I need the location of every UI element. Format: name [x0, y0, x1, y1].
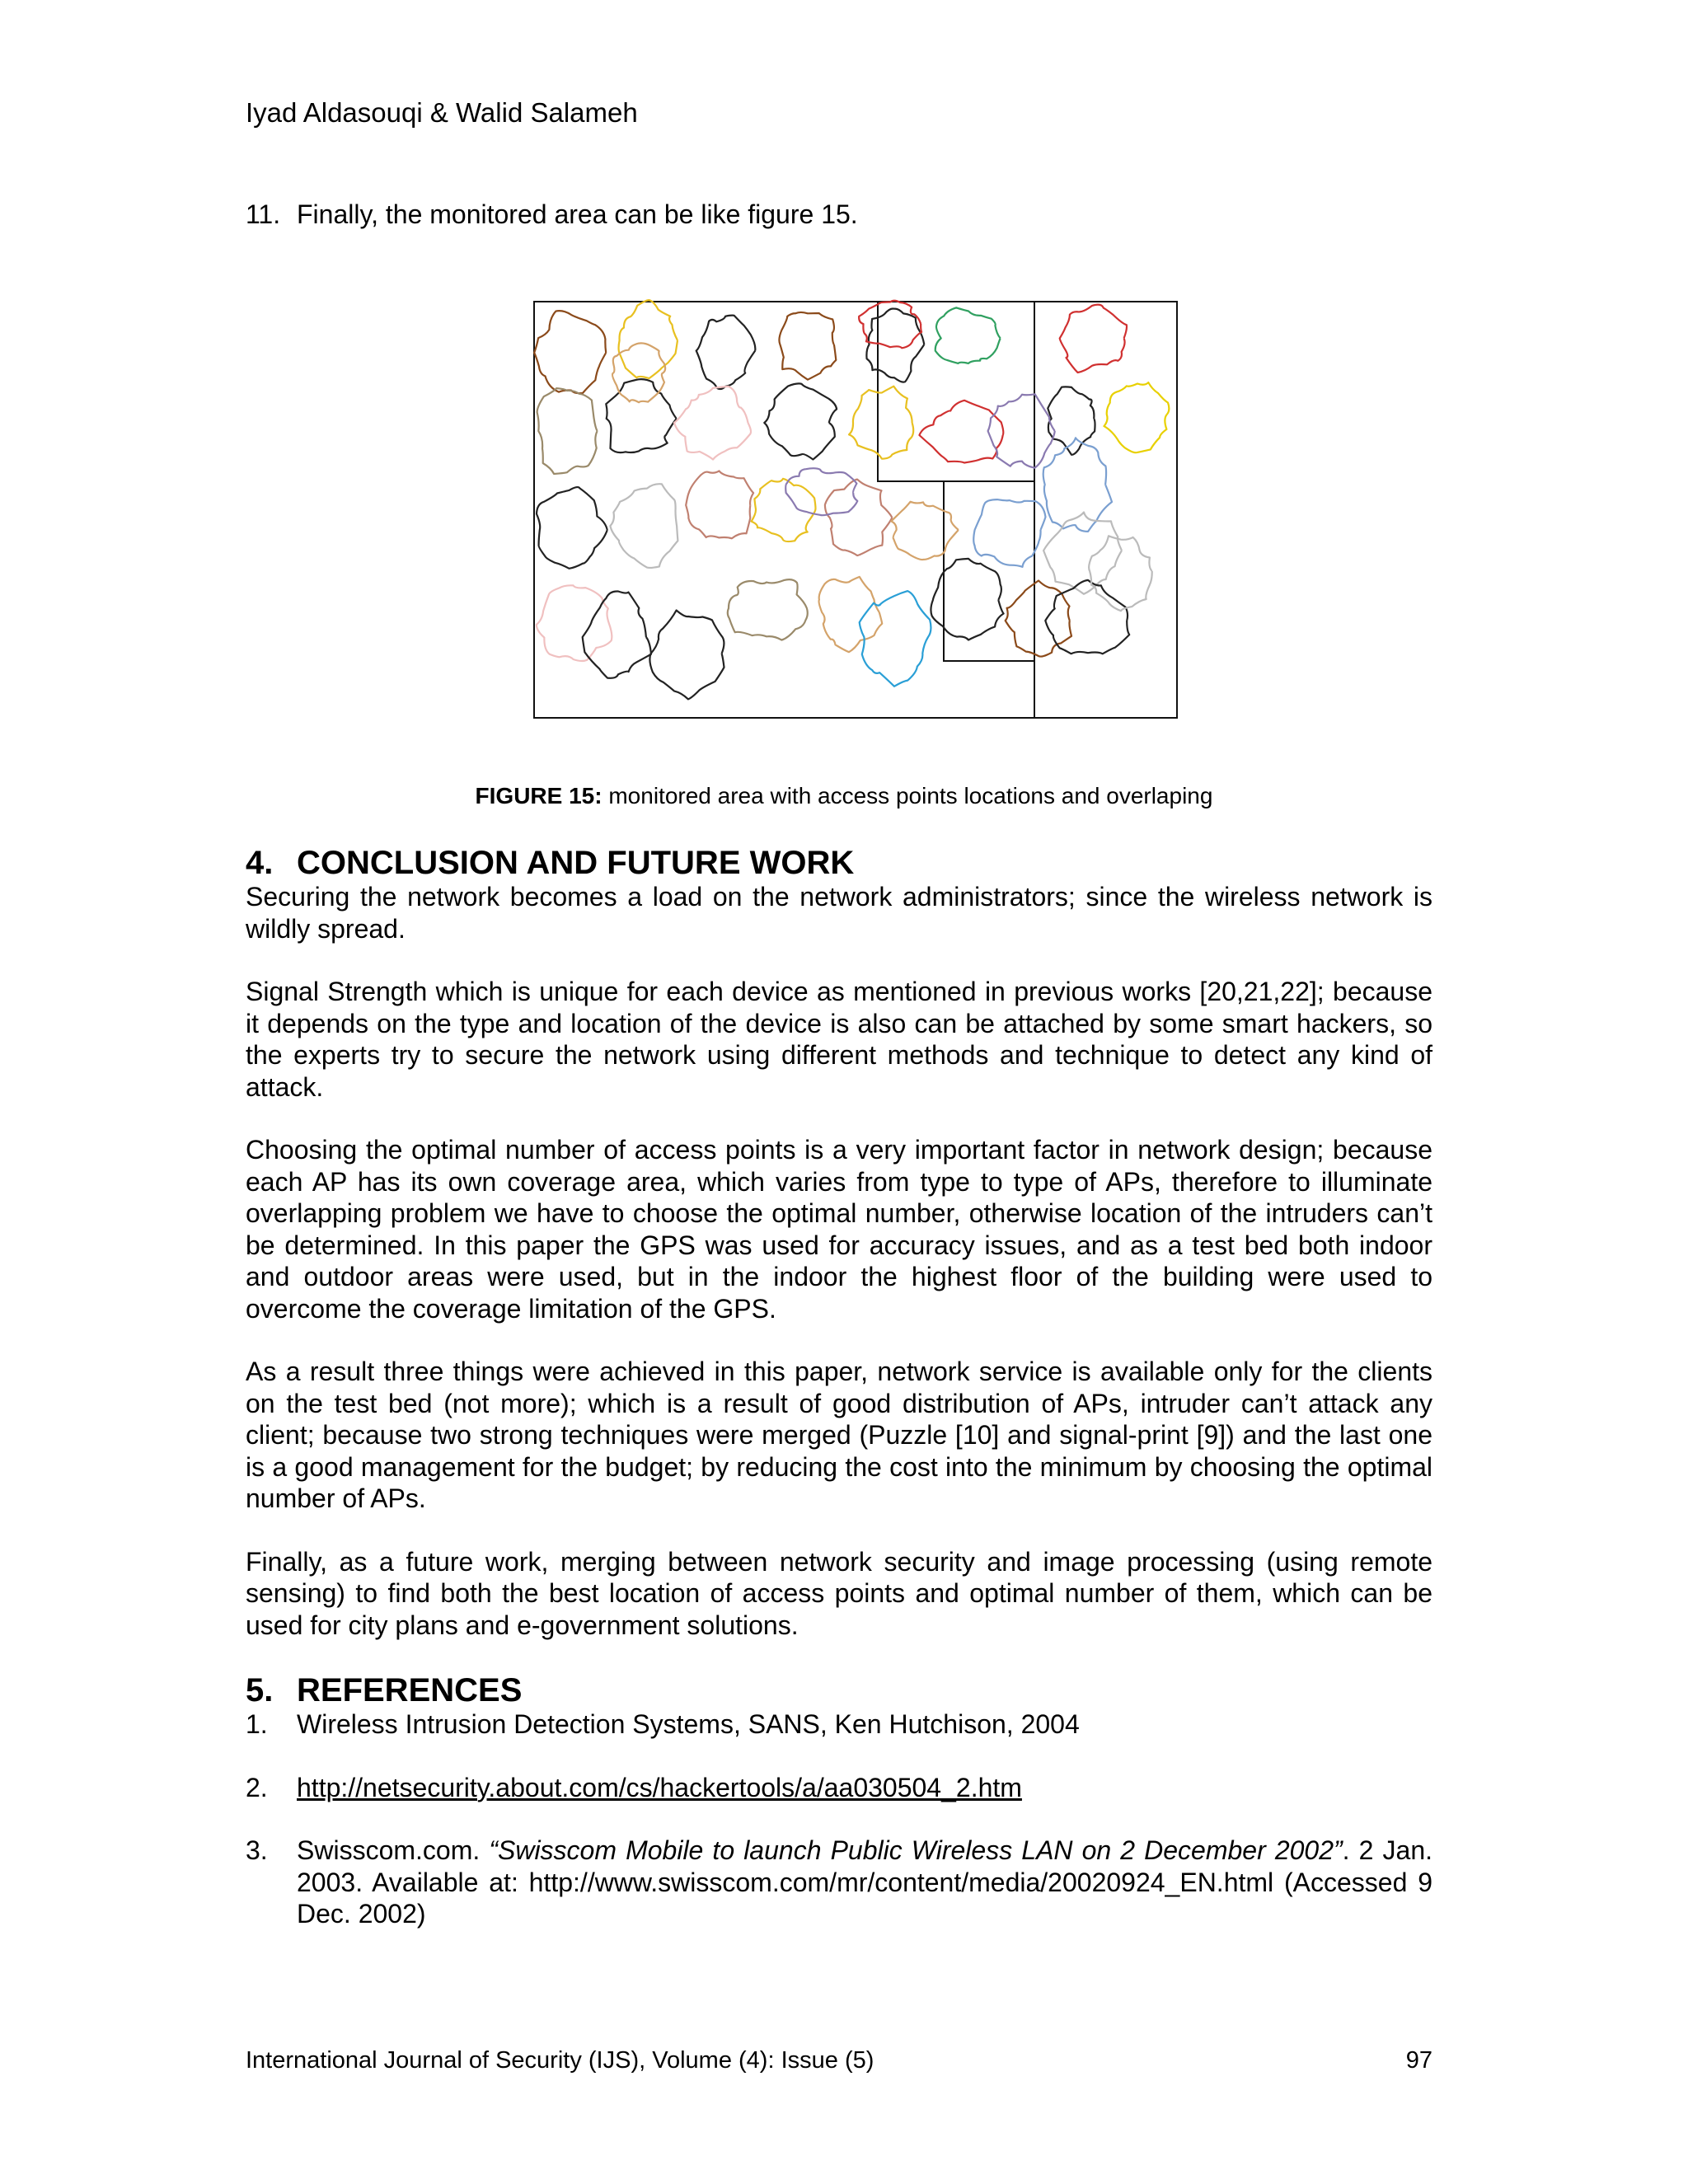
- step-text: Finally, the monitored area can be like figure 15.: [297, 199, 858, 229]
- reference-text: Wireless Intrusion Detection Systems, SANS, Ken Hutchison, 2004: [297, 1709, 1080, 1739]
- journal-name: International Journal of Security (IJS), Volume (4): Issue (5): [246, 2047, 874, 2074]
- coverage-loop: [686, 471, 753, 538]
- reference-item: [246, 1708, 1432, 1741]
- reference-item: [246, 1835, 1432, 1930]
- coverage-loop: [537, 388, 598, 474]
- coverage-loop: [674, 387, 751, 460]
- step-item: [246, 199, 858, 230]
- coverage-loop: [610, 484, 678, 568]
- reference-author: Swisscom.com.: [297, 1835, 490, 1865]
- section-heading-conclusion: [246, 845, 1432, 881]
- monitored-area-diagram: [511, 262, 1228, 752]
- caption-text: monitored area with access points locations and overlaping: [608, 783, 1213, 808]
- reference-source: . 2 Jan. 2003. Available at: http://www.swisscom.com/mr/content/media/20020924_EN.html (Accessed 9 Dec. 2002): [297, 1835, 1432, 1929]
- paragraph: Securing the network becomes a load on the network administrators; since the wireless network is wildly spread.: [246, 882, 1432, 944]
- coverage-loop: [619, 300, 678, 378]
- page-number: 97: [1405, 2047, 1432, 2074]
- paragraph: Finally, as a future work, merging between network security and image processing (using remote sensing) to find both the best location of access points and optimal number of them, which can be used for city plans and e-government solutions.: [246, 1546, 1432, 1640]
- section-heading-references: [246, 1672, 1432, 1708]
- running-header: Iyad Aldasouqi & Walid Salameh: [246, 97, 638, 128]
- coverage-loop: [891, 502, 959, 560]
- coverage-loop: [825, 480, 893, 555]
- coverage-loop: [866, 309, 924, 382]
- coverage-loop: [1104, 382, 1170, 452]
- reference-link[interactable]: http://netsecurity.about.com/cs/hackertools/a/aa030504_2.htm: [297, 1772, 1022, 1802]
- coverage-loop: [1006, 581, 1071, 657]
- section-number: 5.: [246, 1672, 274, 1708]
- coverage-loop: [785, 468, 857, 515]
- paragraph: Choosing the optimal number of access points is a very important factor in network design; because each AP has its own coverage area, which varies from type to type of APs, therefore to illuminate overlapping problem we have to choose the optimal number, otherwise location of the intruders can’t be determined. In this paper the GPS was used for accuracy issues, and as a test bed both indoor and outdoor areas were used, but in the indoor the highest floor of the building were used to overcome the coverage limitation of the GPS.: [246, 1135, 1432, 1324]
- coverage-loop: [935, 307, 1001, 363]
- coverage-loop: [583, 591, 651, 677]
- coverage-loop: [649, 611, 724, 700]
- coverage-loop: [534, 311, 606, 393]
- step-number: 11.: [246, 199, 281, 229]
- caption-label: FIGURE 15:: [475, 783, 603, 808]
- reference-number: 1.: [246, 1709, 268, 1739]
- coverage-loop: [931, 559, 1003, 640]
- coverage-loop: [919, 401, 1003, 463]
- coverage-loop: [537, 487, 607, 569]
- coverage-loop: [849, 387, 913, 459]
- coverage-loop: [752, 479, 816, 541]
- section-title: REFERENCES: [297, 1672, 523, 1708]
- coverage-loop: [819, 577, 883, 652]
- room-a: [878, 302, 1034, 481]
- room-b: [944, 481, 1034, 661]
- coverage-loop: [537, 585, 612, 661]
- reference-title: “Swisscom Mobile to launch Public Wireless LAN on 2 December 2002”: [489, 1835, 1343, 1865]
- reference-text: [297, 1835, 1432, 1930]
- coverage-loop: [1060, 305, 1127, 373]
- section-number: 4.: [246, 845, 274, 881]
- coverage-loop: [728, 579, 808, 640]
- main-content: [246, 845, 1432, 1961]
- coverage-loop: [606, 379, 676, 452]
- reference-number: 2.: [246, 1772, 268, 1802]
- figure-15: [511, 262, 1228, 752]
- coverage-loop: [860, 591, 931, 687]
- coverage-loop: [764, 383, 837, 459]
- figure-caption: [247, 783, 1441, 809]
- paragraph: Signal Strength which is unique for each device as mentioned in previous works [20,21,22]; because it depends on the type and location of the device is also can be attached by some smart hackers, so the experts try to secure the network using different methods and technique to detect any kind of attack.: [246, 977, 1432, 1102]
- section-title: CONCLUSION AND FUTURE WORK: [297, 845, 855, 881]
- page-footer: [246, 2047, 1432, 2074]
- paragraph: As a result three things were achieved in this paper, network service is available only for the clients on the test bed (not more); which is a result of good distribution of APs, intruder can’t attack any client; because two strong techniques were merged (Puzzle [10] and signal-print [9]) and the last one is a good management for the budget; by reducing the cost into the minimum by choosing the optimal number of APs.: [246, 1357, 1432, 1513]
- coverage-loop: [988, 394, 1055, 467]
- reference-item: [246, 1772, 1432, 1804]
- reference-number: 3.: [246, 1835, 268, 1865]
- coverage-loop: [779, 312, 836, 380]
- coverage-loop: [696, 316, 756, 389]
- outer-boundary: [534, 302, 1177, 718]
